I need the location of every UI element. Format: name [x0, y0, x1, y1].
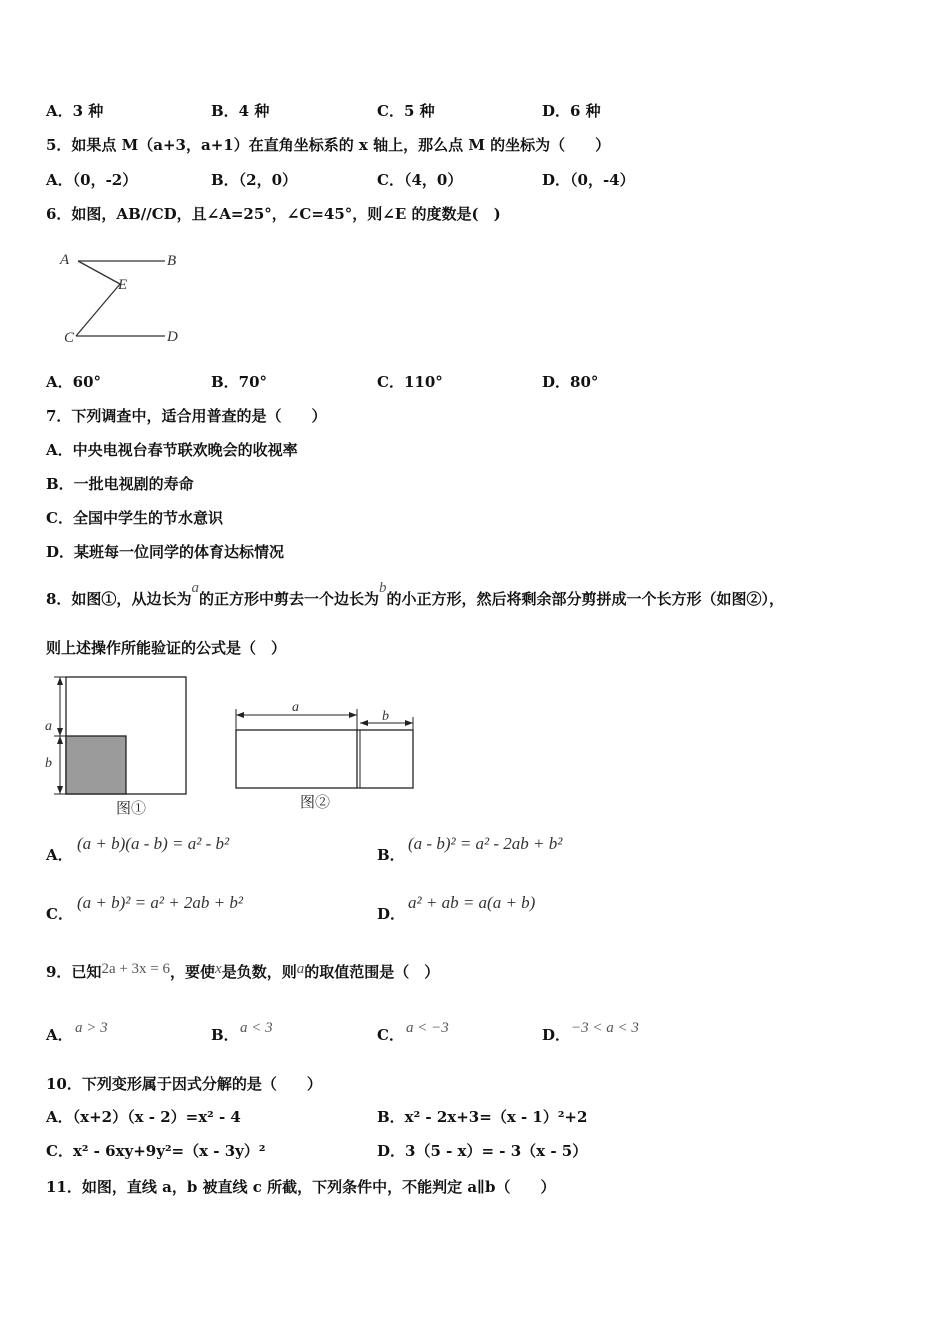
q9-option-b-letter: B． — [211, 1026, 239, 1044]
q8-figure-1 — [40, 670, 200, 820]
q5-option-b: B．（2，0） — [211, 171, 298, 189]
q8-option-c-formula: (a + b)² = a² + 2ab + b² — [77, 893, 243, 912]
q8-fig1-label-a: a — [45, 719, 52, 734]
q8-text-1: 8．如图①，从边长为 — [46, 590, 192, 608]
q8-fig1-caption: 图① — [116, 801, 147, 817]
q7-option-c: C．全国中学生的节水意识 — [46, 509, 223, 527]
q6-question: 6．如图，AB//CD，且∠A=25°，∠C=45°，则∠E 的度数是( ) — [46, 205, 501, 223]
q7-question: 7．下列调查中，适合用普查的是（ ） — [46, 407, 327, 425]
q8-option-b-formula: (a - b)² = a² - 2ab + b² — [408, 834, 563, 853]
q8-option-a-formula: (a + b)(a - b) = a² - b² — [77, 834, 230, 853]
q8-text-3: 的小正方形，然后将剩余部分剪拼成一个长方形（如图②）， — [386, 590, 784, 608]
q7-option-b: B．一批电视剧的寿命 — [46, 475, 194, 493]
q6-label-e: E — [118, 277, 128, 293]
q9-option-c-letter: C． — [377, 1026, 404, 1044]
q8-option-d-formula: a² + ab = a(a + b) — [408, 893, 536, 912]
q5-option-a: A．（0，-2） — [46, 171, 138, 189]
q4-option-b: B．4 种 — [211, 102, 270, 120]
q8-option-c-letter: C． — [46, 905, 73, 923]
q10-question: 10．下列变形属于因式分解的是（ ） — [46, 1075, 322, 1093]
q7-option-a: A．中央电视台春节联欢晚会的收视率 — [46, 441, 298, 459]
q9-text-1: 9．已知 — [46, 963, 102, 981]
q6-option-a: A．60° — [46, 373, 102, 391]
q9-text-4: 的取值范围是（ ） — [304, 963, 440, 981]
q8-question-line1 — [46, 580, 784, 610]
q10-option-a: A．（x+2）（x - 2）=x² - 4 — [46, 1108, 241, 1126]
q7-option-d: D．某班每一位同学的体育达标情况 — [46, 543, 285, 561]
q8-var-b: b — [378, 580, 387, 596]
q8-option-a-letter: A． — [46, 846, 73, 864]
q8-text-2: 的正方形中剪去一个边长为 — [198, 590, 379, 608]
q4-option-a: A．3 种 — [46, 102, 104, 120]
q8-question-line2: 则上述操作所能验证的公式是（ ） — [46, 639, 287, 657]
q6-option-c: C．110° — [377, 373, 443, 391]
q6-option-b: B．70° — [211, 373, 268, 391]
q9-option-d-letter: D． — [542, 1026, 571, 1044]
q8-fig2-label-b: b — [382, 709, 389, 724]
q8-var-a: a — [191, 580, 199, 596]
q9-option-c-math: a < −3 — [406, 1020, 449, 1036]
q10-option-b: B．x² - 2x+3=（x - 1）²+2 — [377, 1108, 588, 1126]
q8-option-b-letter: B． — [377, 846, 405, 864]
q5-option-c: C．（4，0） — [377, 171, 463, 189]
q9-text-2: ，要使 — [170, 963, 216, 981]
q5-option-d: D．（0，-4） — [542, 171, 635, 189]
q8-fig2-label-a: a — [292, 700, 299, 715]
q6-label-d: D — [167, 329, 178, 345]
q11-question: 11．如图，直线 a，b 被直线 c 所截，下列条件中，不能判定 a∥b（ ） — [46, 1178, 556, 1196]
q8-fig1-label-b: b — [45, 756, 52, 771]
q10-option-d: D．3（5 - x）= - 3（x - 5） — [377, 1142, 588, 1160]
q9-expr: 2a + 3x = 6 — [101, 961, 171, 977]
q6-label-c: C — [64, 330, 75, 346]
q6-label-a: A — [60, 252, 70, 268]
q9-option-b-math: a < 3 — [240, 1020, 273, 1036]
q9-var-a: a — [296, 961, 305, 977]
q9-text-3: 是负数，则 — [221, 963, 297, 981]
q6-option-d: D．80° — [542, 373, 599, 391]
q8-figure-2 — [228, 695, 423, 815]
q6-label-b: B — [167, 253, 177, 269]
q4-option-d: D．6 种 — [542, 102, 601, 120]
q6-figure — [50, 244, 190, 349]
q4-option-c: C．5 种 — [377, 102, 435, 120]
q9-var-x: x — [215, 961, 222, 977]
q8-fig2-caption: 图② — [300, 795, 331, 811]
q9-question — [46, 962, 439, 983]
q9-option-d-math: −3 < a < 3 — [571, 1020, 639, 1036]
q9-option-a-letter: A． — [46, 1026, 73, 1044]
q8-option-d-letter: D． — [377, 905, 406, 923]
q10-option-c: C．x² - 6xy+9y²=（x - 3y）² — [46, 1142, 266, 1160]
q9-option-a-math: a > 3 — [75, 1020, 108, 1036]
q5-question: 5．如果点 M（a+3，a+1）在直角坐标系的 x 轴上，那么点 M 的坐标为（ ） — [46, 136, 611, 154]
